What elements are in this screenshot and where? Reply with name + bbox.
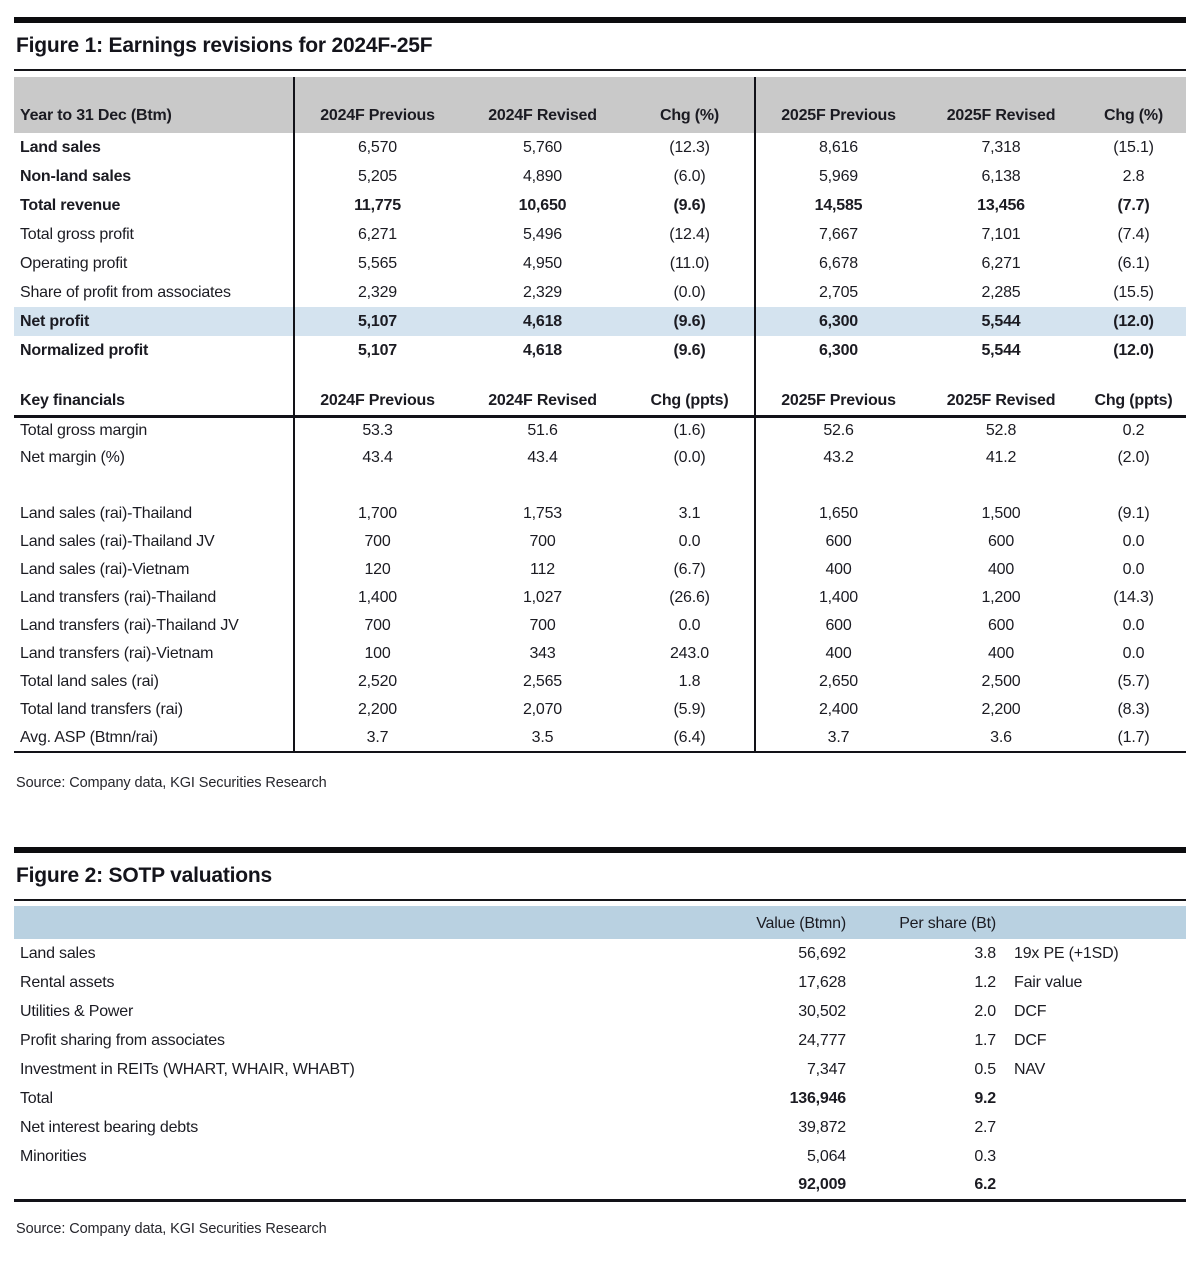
- table-row: [14, 724, 1186, 752]
- value-cell: (12.0): [1113, 341, 1154, 359]
- value-cell: (12.4): [669, 225, 710, 243]
- value-cell: [460, 365, 625, 386]
- figure-1-title: Figure 1: Earnings revisions for 2024F-25F: [16, 34, 433, 57]
- value-cell: (0.0): [673, 449, 706, 466]
- value-cell: 400: [755, 556, 921, 584]
- table-row: [14, 416, 1186, 444]
- value-cell: (11.0): [669, 254, 710, 272]
- earnings-revisions-table: [14, 77, 1186, 753]
- value-cell: 3.1: [678, 505, 701, 522]
- per-share-cell: 3.8: [974, 944, 996, 962]
- value-cell: 1,400: [755, 584, 921, 612]
- value-cell: 2,500: [981, 673, 1021, 690]
- value-cell: 120: [294, 556, 460, 584]
- table-row: [14, 640, 1186, 668]
- figure-1: [14, 17, 1186, 791]
- value-cell: 43.4: [294, 444, 460, 472]
- table-row: [14, 1055, 1186, 1084]
- table-row: [14, 220, 1186, 249]
- value-cell: 700: [529, 533, 556, 550]
- table-row: [14, 1113, 1186, 1142]
- value-cell: (2.0): [1117, 449, 1150, 466]
- column-header: Key financials: [14, 386, 294, 416]
- fig1-section-b-body: [14, 416, 1186, 752]
- value-cell: (8.3): [1117, 701, 1150, 718]
- value-cell: 1.8: [678, 673, 701, 690]
- table-row: [14, 133, 1186, 162]
- table-row: [14, 162, 1186, 191]
- value-cell: (0.0): [673, 283, 706, 301]
- value-cell: (9.6): [673, 341, 706, 359]
- value-cell: 343: [529, 645, 556, 662]
- value-cell: (6.4): [673, 728, 706, 746]
- value-cell: 10,650: [518, 196, 567, 214]
- value-cell: 0.0: [1122, 561, 1145, 578]
- row-label-cell: Share of profit from associates: [20, 283, 231, 301]
- value-cell: (15.1): [1113, 138, 1154, 156]
- column-header: 2024F Previous: [294, 77, 460, 133]
- value-cell: 53.3: [294, 416, 460, 444]
- value-cell: (14.3): [1113, 589, 1154, 606]
- table-row: [14, 584, 1186, 612]
- method-cell: [1000, 1171, 1186, 1200]
- per-share-cell: 2.0: [974, 1002, 996, 1020]
- value-cell: [294, 472, 460, 500]
- column-header: Per share (Bt): [850, 906, 1000, 939]
- column-header: 2024F Previous: [294, 386, 460, 416]
- value-cell: 5,565: [294, 249, 460, 278]
- value-cell: (5.9): [673, 701, 706, 718]
- row-label-cell: Net margin (%): [20, 449, 125, 466]
- value-cell: 2,200: [981, 701, 1021, 718]
- row-label-cell: Total gross margin: [20, 421, 148, 439]
- value-cell: 3.7: [755, 724, 921, 752]
- value-cell: 2,329: [522, 283, 563, 301]
- value-cell: 24,777: [798, 1031, 846, 1049]
- method-cell: Fair value: [1014, 973, 1083, 991]
- value-cell: 13,456: [977, 196, 1025, 214]
- table-row: [14, 939, 1186, 968]
- value-cell: 2,705: [755, 278, 921, 307]
- table-row: [14, 365, 1186, 386]
- fig1-section-b-header: [14, 386, 1186, 416]
- value-cell: (7.7): [1117, 196, 1150, 214]
- row-label-cell: Profit sharing from associates: [20, 1031, 225, 1049]
- row-label-cell: [14, 365, 294, 386]
- fig2-body: [14, 939, 1186, 1200]
- per-share-cell: 9.2: [974, 1089, 996, 1107]
- value-cell: 4,950: [522, 254, 563, 272]
- table-row: [14, 1171, 1186, 1200]
- figure-1-title-rule: [14, 69, 1186, 71]
- value-cell: 700: [294, 528, 460, 556]
- table-header-row: [14, 386, 1186, 416]
- column-header: Chg (ppts): [625, 386, 755, 416]
- value-cell: 51.6: [527, 421, 558, 439]
- method-cell: [1000, 1084, 1186, 1113]
- value-cell: 92,009: [798, 1175, 846, 1193]
- value-cell: [755, 365, 921, 386]
- value-cell: 0.0: [678, 617, 701, 634]
- table-row: [14, 528, 1186, 556]
- value-cell: 0.2: [1122, 421, 1145, 439]
- value-cell: 1,200: [981, 589, 1021, 606]
- value-cell: 2,285: [981, 283, 1021, 301]
- value-cell: 4,618: [522, 341, 563, 359]
- value-cell: 1,400: [294, 584, 460, 612]
- row-label-cell: Minorities: [20, 1147, 87, 1165]
- fig1-section-a-body: [14, 133, 1186, 386]
- value-cell: (1.6): [673, 421, 706, 439]
- row-label-cell: Land transfers (rai)-Vietnam: [20, 645, 214, 662]
- row-label-cell: [14, 1171, 714, 1200]
- value-cell: [1081, 365, 1186, 386]
- value-cell: 39,872: [798, 1118, 846, 1136]
- value-cell: 6,138: [981, 167, 1021, 185]
- value-cell: 11,775: [294, 191, 460, 220]
- table-row: [14, 612, 1186, 640]
- value-cell: (5.7): [1117, 673, 1150, 690]
- row-label-cell: Total land sales (rai): [20, 673, 159, 690]
- value-cell: [625, 365, 755, 386]
- row-label-cell: Land transfers (rai)-Thailand: [20, 589, 217, 606]
- row-label-cell: Land sales (rai)-Vietnam: [20, 561, 190, 578]
- column-header: 2025F Previous: [755, 386, 921, 416]
- per-share-cell: 1.2: [974, 973, 996, 991]
- table-header-row: [14, 906, 1186, 939]
- table-row: [14, 307, 1186, 336]
- value-cell: 6,678: [755, 249, 921, 278]
- value-cell: 5,496: [522, 225, 563, 243]
- figure-2-title-rule: [14, 899, 1186, 901]
- value-cell: 1,500: [981, 505, 1021, 522]
- value-cell: 2,200: [294, 696, 460, 724]
- table-header-row: [14, 77, 1186, 133]
- value-cell: 5,064: [806, 1147, 846, 1165]
- value-cell: 52.6: [755, 416, 921, 444]
- value-cell: 700: [529, 617, 556, 634]
- value-cell: 5,205: [294, 162, 460, 191]
- value-cell: (9.6): [673, 196, 706, 214]
- column-header: Year to 31 Dec (Btm): [14, 77, 294, 133]
- value-cell: (1.7): [1117, 728, 1150, 746]
- value-cell: 0.0: [1122, 533, 1145, 550]
- value-cell: 400: [987, 645, 1015, 662]
- value-cell: [294, 365, 460, 386]
- table-row: [14, 1142, 1186, 1171]
- value-cell: 5,107: [294, 336, 460, 365]
- value-cell: 4,618: [460, 307, 625, 336]
- value-cell: 1,650: [755, 500, 921, 528]
- figure-2: [14, 847, 1186, 1237]
- method-cell: NAV: [1014, 1060, 1046, 1078]
- value-cell: 2,565: [522, 673, 563, 690]
- value-cell: 2,329: [294, 278, 460, 307]
- row-label-cell: Net interest bearing debts: [20, 1118, 199, 1136]
- row-label-cell: Total gross profit: [20, 225, 134, 243]
- row-label-cell: Non-land sales: [20, 167, 132, 185]
- table-row: [14, 500, 1186, 528]
- value-cell: (6.0): [673, 167, 706, 185]
- value-cell: (6.1): [1117, 254, 1150, 272]
- value-cell: (9.6): [625, 307, 755, 336]
- value-cell: 7,347: [806, 1060, 846, 1078]
- value-cell: 7,101: [981, 225, 1021, 243]
- table-row: [14, 191, 1186, 220]
- value-cell: 2,520: [294, 668, 460, 696]
- table-row: [14, 1026, 1186, 1055]
- value-cell: 3.5: [531, 728, 554, 746]
- table-row: [14, 668, 1186, 696]
- row-label-cell: Rental assets: [20, 973, 115, 991]
- per-share-cell: 6.2: [974, 1175, 996, 1193]
- value-cell: 0.0: [678, 533, 701, 550]
- method-cell: DCF: [1014, 1002, 1047, 1020]
- value-cell: (12.0): [1081, 307, 1186, 336]
- value-cell: 6,300: [755, 336, 921, 365]
- value-cell: 600: [755, 528, 921, 556]
- value-cell: [921, 365, 1081, 386]
- column-header: 2025F Revised: [921, 77, 1081, 133]
- row-label-cell: Investment in REITs (WHART, WHAIR, WHABT): [20, 1060, 355, 1078]
- row-label-cell: Normalized profit: [20, 341, 149, 359]
- column-header: Value (Btmn): [714, 906, 850, 939]
- value-cell: (15.5): [1113, 283, 1154, 301]
- value-cell: 700: [294, 612, 460, 640]
- value-cell: 5,969: [755, 162, 921, 191]
- column-header: Chg (ppts): [1081, 386, 1186, 416]
- table-row: [14, 444, 1186, 472]
- column-header: 2025F Previous: [755, 77, 921, 133]
- sotp-valuations-table: [14, 906, 1186, 1202]
- fig1-section-a-header: [14, 77, 1186, 133]
- per-share-cell: 0.5: [974, 1060, 996, 1078]
- table-row: [14, 997, 1186, 1026]
- value-cell: 17,628: [798, 973, 846, 991]
- column-header: [1000, 906, 1186, 939]
- column-header: [14, 906, 714, 939]
- value-cell: 1,700: [294, 500, 460, 528]
- value-cell: (7.4): [1117, 225, 1150, 243]
- table-row: [14, 336, 1186, 365]
- fig2-header: [14, 906, 1186, 939]
- value-cell: 43.2: [755, 444, 921, 472]
- value-cell: 5,544: [921, 307, 1081, 336]
- value-cell: 3.7: [294, 724, 460, 752]
- row-label-cell: Land sales: [20, 944, 96, 962]
- row-label-cell: Net profit: [14, 307, 294, 336]
- figure-1-source: Source: Company data, KGI Securities Research: [16, 775, 327, 791]
- value-cell: 2,070: [522, 701, 563, 718]
- value-cell: [625, 472, 755, 500]
- value-cell: 600: [755, 612, 921, 640]
- row-label-cell: Operating profit: [20, 254, 128, 272]
- value-cell: 6,271: [294, 220, 460, 249]
- value-cell: 600: [987, 533, 1015, 550]
- table-row: [14, 278, 1186, 307]
- row-label-cell: [14, 472, 294, 500]
- value-cell: 7,318: [981, 138, 1021, 156]
- value-cell: 136,946: [789, 1089, 846, 1107]
- column-header: 2024F Revised: [460, 77, 625, 133]
- value-cell: 7,667: [755, 220, 921, 249]
- table-row: [14, 249, 1186, 278]
- value-cell: 56,692: [798, 944, 846, 962]
- row-label-cell: Land sales (rai)-Thailand JV: [20, 533, 215, 550]
- figure-2-title: Figure 2: SOTP valuations: [16, 864, 273, 887]
- value-cell: 243.0: [669, 645, 710, 662]
- row-label-cell: Utilities & Power: [20, 1002, 134, 1020]
- table-row: [14, 556, 1186, 584]
- value-cell: 5,760: [522, 138, 563, 156]
- value-cell: 2,400: [755, 696, 921, 724]
- table-row: [14, 472, 1186, 500]
- table-row: [14, 696, 1186, 724]
- row-label-cell: Land sales (rai)-Thailand: [20, 505, 192, 522]
- value-cell: 8,616: [755, 133, 921, 162]
- figure-2-source: Source: Company data, KGI Securities Research: [16, 1220, 327, 1237]
- value-cell: 1,027: [522, 589, 563, 606]
- value-cell: 4,890: [522, 167, 563, 185]
- method-cell: [1000, 1142, 1186, 1171]
- value-cell: (12.3): [669, 138, 710, 156]
- value-cell: [921, 472, 1081, 500]
- value-cell: 52.8: [985, 421, 1017, 439]
- value-cell: 14,585: [755, 191, 921, 220]
- method-cell: [1000, 1113, 1186, 1142]
- method-cell: DCF: [1014, 1031, 1047, 1049]
- value-cell: [1081, 472, 1186, 500]
- table-row: [14, 968, 1186, 997]
- column-header: Chg (%): [625, 77, 755, 133]
- value-cell: 400: [987, 561, 1015, 578]
- value-cell: 400: [755, 640, 921, 668]
- table-row: [14, 1084, 1186, 1113]
- column-header: 2025F Revised: [921, 386, 1081, 416]
- value-cell: 2.8: [1122, 167, 1145, 185]
- value-cell: 112: [530, 561, 555, 578]
- value-cell: 0.0: [1122, 645, 1145, 662]
- method-cell: 19x PE (+1SD): [1014, 944, 1119, 962]
- value-cell: 5,107: [294, 307, 460, 336]
- value-cell: 6,570: [294, 133, 460, 162]
- row-label-cell: Land sales: [20, 138, 101, 156]
- value-cell: 1,753: [522, 505, 563, 522]
- per-share-cell: 2.7: [974, 1118, 996, 1136]
- value-cell: 41.2: [985, 449, 1017, 466]
- value-cell: 5,544: [981, 341, 1021, 359]
- value-cell: 600: [987, 617, 1015, 634]
- column-header: 2024F Revised: [460, 386, 625, 416]
- value-cell: [755, 472, 921, 500]
- per-share-cell: 0.3: [974, 1147, 996, 1165]
- row-label-cell: Total land transfers (rai): [20, 701, 183, 718]
- value-cell: (6.7): [673, 561, 706, 578]
- row-label-cell: Total: [20, 1089, 53, 1107]
- value-cell: (26.6): [669, 589, 710, 606]
- row-label-cell: Total revenue: [20, 196, 121, 214]
- column-header: Chg (%): [1081, 77, 1186, 133]
- value-cell: 6,300: [755, 307, 921, 336]
- row-label-cell: Avg. ASP (Btmn/rai): [20, 728, 158, 746]
- value-cell: 100: [294, 640, 460, 668]
- value-cell: 3.6: [990, 728, 1012, 746]
- per-share-cell: 1.7: [974, 1031, 996, 1049]
- value-cell: 0.0: [1122, 617, 1145, 634]
- value-cell: (9.1): [1117, 505, 1150, 522]
- value-cell: 30,502: [798, 1002, 846, 1020]
- value-cell: 2,650: [755, 668, 921, 696]
- value-cell: [460, 472, 625, 500]
- value-cell: 43.4: [527, 449, 558, 466]
- row-label-cell: Land transfers (rai)-Thailand JV: [20, 617, 239, 634]
- value-cell: 6,271: [981, 254, 1021, 272]
